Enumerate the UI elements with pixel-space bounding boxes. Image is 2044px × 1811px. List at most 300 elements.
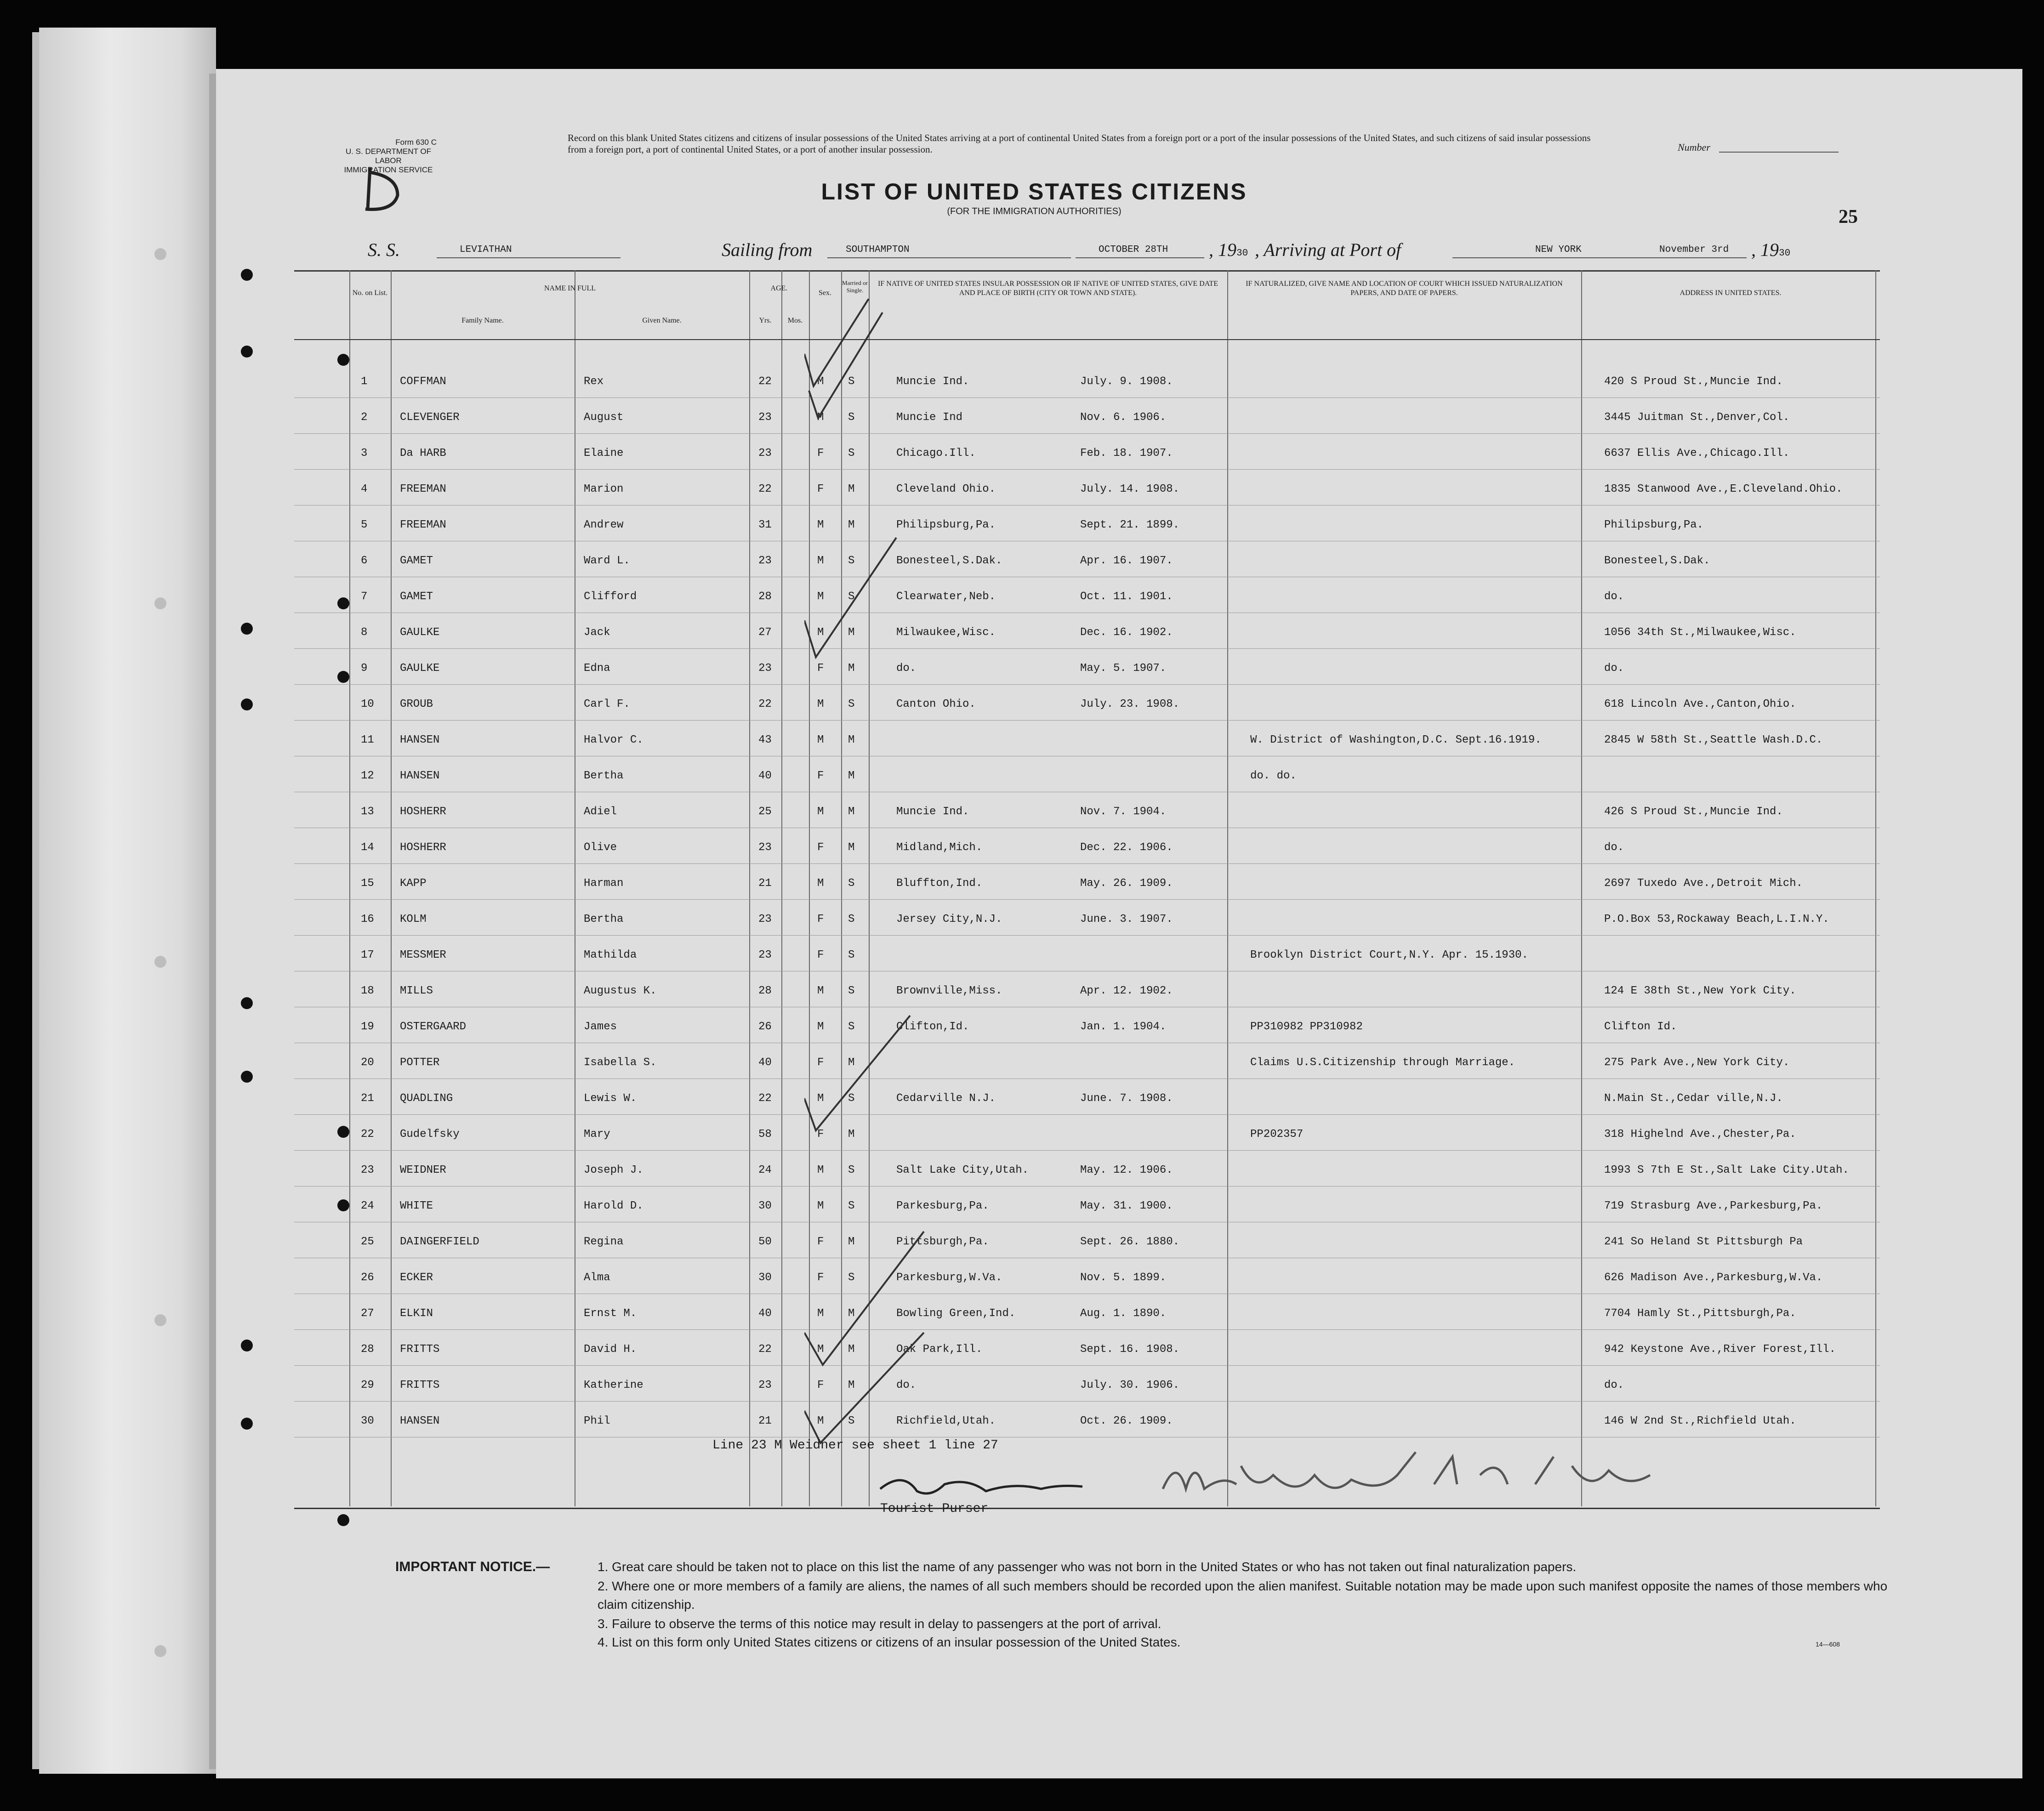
- notice-item: 3. Failure to observe the terms of this notice may result in delay to passengers at the port of arrival.: [598, 1617, 1161, 1631]
- given-name: Joseph J.: [584, 1164, 643, 1176]
- header-name-in-full: NAME IN FULL: [544, 284, 596, 292]
- table-row: [294, 477, 1880, 512]
- table-row: [294, 763, 1880, 799]
- purser-title: Tourist Purser: [880, 1502, 989, 1516]
- marital-status: M: [848, 662, 855, 675]
- given-name: Halvor C.: [584, 734, 643, 746]
- birth-date: July. 9. 1908.: [1080, 375, 1173, 388]
- age-years: 28: [758, 985, 772, 997]
- sex: M: [817, 806, 824, 818]
- family-name: HANSEN: [400, 734, 440, 746]
- birth-place: Canton Ohio.: [896, 698, 976, 710]
- given-name: Adiel: [584, 806, 617, 818]
- birth-date: Apr. 12. 1902.: [1080, 985, 1173, 997]
- row-number: 5: [361, 519, 368, 531]
- age-years: 23: [758, 949, 772, 961]
- sex: F: [817, 913, 824, 925]
- year-prefix: , 19: [1209, 239, 1236, 260]
- address: 1993 S 7th E St.,Salt Lake City.Utah.: [1604, 1164, 1849, 1176]
- punch-hole: [241, 269, 253, 281]
- punch-hole: [241, 1418, 253, 1430]
- birth-place: Chicago.Ill.: [896, 447, 976, 460]
- birth-place: Milwaukee,Wisc.: [896, 626, 996, 639]
- age-years: 21: [758, 877, 772, 890]
- number-field: [1719, 152, 1839, 153]
- marital-status: M: [848, 734, 855, 746]
- address: do.: [1604, 590, 1624, 603]
- birth-date: July. 30. 1906.: [1080, 1379, 1180, 1391]
- sex: M: [817, 519, 824, 531]
- address: 719 Strasburg Ave.,Parkesburg,Pa.: [1604, 1200, 1823, 1212]
- birth-place: Parkesburg,W.Va.: [896, 1272, 1002, 1284]
- family-name: DAINGERFIELD: [400, 1236, 479, 1248]
- family-name: GROUB: [400, 698, 433, 710]
- marital-status: S: [848, 1272, 855, 1284]
- table-row: [294, 799, 1880, 835]
- marital-status: S: [848, 985, 855, 997]
- birth-date: June. 3. 1907.: [1080, 913, 1173, 925]
- row-number: 17: [361, 949, 374, 961]
- row-number: 3: [361, 447, 368, 460]
- given-name: Ward L.: [584, 555, 630, 567]
- age-years: 30: [758, 1272, 772, 1284]
- address: Clifton Id.: [1604, 1021, 1677, 1033]
- given-name: Harman: [584, 877, 624, 890]
- marital-status: M: [848, 770, 855, 782]
- date-underline: [1076, 257, 1204, 258]
- marital-status: M: [848, 806, 855, 818]
- address: N.Main St.,Cedar ville,N.J.: [1604, 1092, 1783, 1105]
- table-row: [294, 1337, 1880, 1373]
- age-years: 23: [758, 447, 772, 460]
- ship-underline: [437, 257, 621, 258]
- row-number: 29: [361, 1379, 374, 1391]
- marital-status: M: [848, 1128, 855, 1141]
- family-name: HANSEN: [400, 770, 440, 782]
- header-yrs: Yrs.: [759, 317, 772, 324]
- given-name: Carl F.: [584, 698, 630, 710]
- naturalization: do. do.: [1250, 770, 1297, 782]
- birth-date: Dec. 22. 1906.: [1080, 841, 1173, 854]
- birth-date: Nov. 6. 1906.: [1080, 411, 1167, 424]
- address: 318 Highelnd Ave.,Chester,Pa.: [1604, 1128, 1796, 1141]
- row-number: 28: [361, 1343, 374, 1356]
- marital-status: M: [848, 626, 855, 639]
- given-name: Katherine: [584, 1379, 643, 1391]
- punch-hole: [241, 698, 253, 710]
- birth-place: Philipsburg,Pa.: [896, 519, 996, 531]
- marital-status: M: [848, 1056, 855, 1069]
- table-row: [294, 1050, 1880, 1086]
- year-suffix: 30: [1236, 248, 1248, 259]
- birth-place: Muncie Ind: [896, 411, 963, 424]
- given-name: Phil: [584, 1415, 610, 1427]
- punch-hole: [241, 997, 253, 1009]
- family-name: HOSHERR: [400, 841, 446, 854]
- age-years: 23: [758, 841, 772, 854]
- table-row: [294, 727, 1880, 763]
- marital-status: M: [848, 483, 855, 495]
- marital-status: S: [848, 913, 855, 925]
- row-number: 23: [361, 1164, 374, 1176]
- birth-date: May. 31. 1900.: [1080, 1200, 1173, 1212]
- family-name: MESSMER: [400, 949, 446, 961]
- marital-status: S: [848, 555, 855, 567]
- row-rule: [294, 899, 1880, 900]
- age-years: 23: [758, 662, 772, 675]
- birth-date: Jan. 1. 1904.: [1080, 1021, 1167, 1033]
- age-years: 31: [758, 519, 772, 531]
- header-family-name: Family Name.: [461, 317, 504, 324]
- page-subtitle: (FOR THE IMMIGRATION AUTHORITIES): [947, 206, 1122, 216]
- row-number: 24: [361, 1200, 374, 1212]
- address: 1056 34th St.,Milwaukee,Wisc.: [1604, 626, 1796, 639]
- sex: F: [817, 1128, 824, 1141]
- age-years: 23: [758, 1379, 772, 1391]
- family-name: WEIDNER: [400, 1164, 446, 1176]
- family-name: KOLM: [400, 913, 427, 925]
- sex: F: [817, 841, 824, 854]
- row-rule: [294, 1150, 1880, 1151]
- address: 146 W 2nd St.,Richfield Utah.: [1604, 1415, 1796, 1427]
- sex: M: [817, 1307, 824, 1320]
- table-row: [294, 441, 1880, 477]
- line-note: Line 23 M Weidner see sheet 1 line 27: [712, 1438, 998, 1453]
- table-row: [294, 978, 1880, 1014]
- given-name: Isabella S.: [584, 1056, 657, 1069]
- binder-hole: [154, 597, 166, 609]
- age-years: 26: [758, 1021, 772, 1033]
- sex: F: [817, 662, 824, 675]
- address: 3445 Juitman St.,Denver,Col.: [1604, 411, 1790, 424]
- row-number: 20: [361, 1056, 374, 1069]
- family-name: POTTER: [400, 1056, 440, 1069]
- given-name: Bertha: [584, 913, 624, 925]
- table-row: [294, 871, 1880, 907]
- address: 618 Lincoln Ave.,Canton,Ohio.: [1604, 698, 1796, 710]
- header-birth-place: IF NATIVE OF UNITED STATES INSULAR POSSESSION OR IF NATIVE OF UNITED STATES, GIVE DATE AND PLACE OF BIRTH (CITY OR TOWN AND STATE).: [877, 280, 1218, 297]
- arrival-underline: [1452, 257, 1747, 258]
- header-given-name: Given Name.: [642, 317, 682, 324]
- sex: F: [817, 1272, 824, 1284]
- given-name: Harold D.: [584, 1200, 643, 1212]
- table-row: [294, 656, 1880, 692]
- age-years: 30: [758, 1200, 772, 1212]
- sex: M: [817, 411, 824, 424]
- number-label: Number: [1678, 142, 1710, 153]
- table-row: [294, 1086, 1880, 1122]
- age-years: 22: [758, 375, 772, 388]
- marital-status: M: [848, 519, 855, 531]
- row-rule: [294, 1329, 1880, 1330]
- table-row: [294, 1193, 1880, 1229]
- row-rule: [294, 397, 1880, 398]
- birth-place: Pittsburgh,Pa.: [896, 1236, 989, 1248]
- address: 2845 W 58th St.,Seattle Wash.D.C.: [1604, 734, 1823, 746]
- age-years: 23: [758, 555, 772, 567]
- birth-date: Oct. 26. 1909.: [1080, 1415, 1173, 1427]
- marital-status: S: [848, 375, 855, 388]
- naturalization: W. District of Washington,D.C. Sept.16.1919.: [1250, 734, 1542, 746]
- table-row: [294, 512, 1880, 548]
- family-name: MILLS: [400, 985, 433, 997]
- table-row: [294, 835, 1880, 871]
- given-name: Alma: [584, 1272, 610, 1284]
- row-number: 26: [361, 1272, 374, 1284]
- age-years: 24: [758, 1164, 772, 1176]
- notice-lead: IMPORTANT NOTICE.—: [395, 1559, 550, 1574]
- table-row: [294, 1229, 1880, 1265]
- marital-status: S: [848, 949, 855, 961]
- row-number: 25: [361, 1236, 374, 1248]
- given-name: Edna: [584, 662, 610, 675]
- row-number: 10: [361, 698, 374, 710]
- table-row: [294, 692, 1880, 727]
- address: Philipsburg,Pa.: [1604, 519, 1704, 531]
- marital-status: S: [848, 411, 855, 424]
- sex: M: [817, 698, 824, 710]
- row-number: 6: [361, 555, 368, 567]
- birth-date: Apr. 16. 1907.: [1080, 555, 1173, 567]
- header-age: AGE.: [770, 284, 788, 292]
- binder-hole: [154, 1314, 166, 1326]
- given-name: Clifford: [584, 590, 637, 603]
- birth-place: Salt Lake City,Utah.: [896, 1164, 1029, 1176]
- age-years: 40: [758, 770, 772, 782]
- birth-place: Muncie Ind.: [896, 375, 969, 388]
- arrival-port: NEW YORK: [1535, 244, 1582, 255]
- address: 7704 Hamly St.,Pittsburgh,Pa.: [1604, 1307, 1796, 1320]
- address: 241 So Heland St Pittsburgh Pa: [1604, 1236, 1803, 1248]
- check-marks: [804, 299, 942, 1470]
- birth-date: Nov. 5. 1899.: [1080, 1272, 1167, 1284]
- table-row: [294, 369, 1880, 405]
- age-years: 43: [758, 734, 772, 746]
- address: 942 Keystone Ave.,River Forest,Ill.: [1604, 1343, 1836, 1356]
- sailing-label: Sailing from: [722, 239, 813, 260]
- from-underline: [827, 257, 1071, 258]
- table-row: [294, 907, 1880, 942]
- marital-status: S: [848, 1164, 855, 1176]
- row-number: 22: [361, 1128, 374, 1141]
- table-row: [294, 1158, 1880, 1193]
- given-name: Lewis W.: [584, 1092, 637, 1105]
- table-row: [294, 1301, 1880, 1337]
- birth-place: Clearwater,Neb.: [896, 590, 996, 603]
- row-rule: [294, 1365, 1880, 1366]
- sex: F: [817, 770, 824, 782]
- birth-date: Sept. 16. 1908.: [1080, 1343, 1180, 1356]
- birth-date: Feb. 18. 1907.: [1080, 447, 1173, 460]
- form-code: 14—608: [1816, 1641, 1840, 1648]
- service-name: IMMIGRATION SERVICE: [344, 165, 433, 174]
- birth-place: do.: [896, 662, 917, 675]
- address: 1835 Stanwood Ave.,E.Cleveland.Ohio.: [1604, 483, 1843, 495]
- header-married-single: Married or Single.: [842, 279, 868, 294]
- address: Bonesteel,S.Dak.: [1604, 555, 1710, 567]
- table-row: [294, 1122, 1880, 1158]
- sex: M: [817, 985, 824, 997]
- marital-status: S: [848, 1021, 855, 1033]
- binder-hole: [154, 1645, 166, 1657]
- table-row: [294, 942, 1880, 978]
- family-name: ELKIN: [400, 1307, 433, 1320]
- address: P.O.Box 53,Rockaway Beach,L.I.N.Y.: [1604, 913, 1829, 925]
- address: 426 S Proud St.,Muncie Ind.: [1604, 806, 1783, 818]
- page-number: 25: [1839, 206, 1858, 227]
- row-number: 2: [361, 411, 368, 424]
- birth-place: Parkesburg,Pa.: [896, 1200, 989, 1212]
- form-number: Form 630 C: [395, 138, 437, 147]
- address: 626 Madison Ave.,Parkesburg,W.Va.: [1604, 1272, 1823, 1284]
- birth-place: Cedarville N.J.: [896, 1092, 996, 1105]
- table-row: [294, 405, 1880, 441]
- naturalization: PP310982 PP310982: [1250, 1021, 1363, 1033]
- given-name: August: [584, 411, 624, 424]
- birth-place: Muncie Ind.: [896, 806, 969, 818]
- sex: M: [817, 1200, 824, 1212]
- row-number: 8: [361, 626, 368, 639]
- row-rule: [294, 469, 1880, 470]
- given-name: Mary: [584, 1128, 610, 1141]
- sex: F: [817, 949, 824, 961]
- punch-hole: [241, 623, 253, 635]
- binder-hole: [154, 956, 166, 968]
- arrival-year-prefix: , 19: [1751, 239, 1779, 260]
- row-number: 1: [361, 375, 368, 388]
- address: do.: [1604, 662, 1624, 675]
- family-name: Gudelfsky: [400, 1128, 460, 1141]
- family-name: FRITTS: [400, 1343, 440, 1356]
- birth-date: July. 14. 1908.: [1080, 483, 1180, 495]
- age-years: 58: [758, 1128, 772, 1141]
- punch-hole: [241, 346, 253, 358]
- birth-date: June. 7. 1908.: [1080, 1092, 1173, 1105]
- age-years: 21: [758, 1415, 772, 1427]
- address: do.: [1604, 841, 1624, 854]
- age-years: 22: [758, 483, 772, 495]
- row-number: 9: [361, 662, 368, 675]
- sex: F: [817, 483, 824, 495]
- given-name: Andrew: [584, 519, 624, 531]
- marital-status: S: [848, 590, 855, 603]
- table-row: [294, 584, 1880, 620]
- from-port: SOUTHAMPTON: [846, 244, 910, 255]
- age-years: 23: [758, 913, 772, 925]
- age-years: 25: [758, 806, 772, 818]
- sex: M: [817, 1343, 824, 1356]
- address: 2697 Tuxedo Ave.,Detroit Mich.: [1604, 877, 1803, 890]
- department-name: U. S. DEPARTMENT OF LABOR: [345, 147, 432, 165]
- notice-item: 4. List on this form only United States citizens or citizens of an insular possession of the United States.: [598, 1635, 1181, 1649]
- birth-date: July. 23. 1908.: [1080, 698, 1180, 710]
- row-rule: [294, 863, 1880, 864]
- birth-place: Oak Park,Ill.: [896, 1343, 983, 1356]
- age-years: 22: [758, 1092, 772, 1105]
- marital-status: M: [848, 1236, 855, 1248]
- marital-status: M: [848, 841, 855, 854]
- ss-label: S. S.: [368, 239, 400, 260]
- birth-date: Nov. 7. 1904.: [1080, 806, 1167, 818]
- age-years: 22: [758, 1343, 772, 1356]
- form-issuer: [336, 138, 441, 175]
- row-rule: [294, 720, 1880, 721]
- birth-date: May. 5. 1907.: [1080, 662, 1167, 675]
- table-row: [294, 1014, 1880, 1050]
- form-instructions: Record on this blank United States citizens and citizens of insular possessions of the United States arriving at a port of continental United States from a foreign port or a port of the insular possessions of the United States, and such citizens of said insular possessions from a foreign port, a port of continental United States, or a port of another insular possession.: [568, 132, 1591, 155]
- row-number: 14: [361, 841, 374, 854]
- age-years: 40: [758, 1307, 772, 1320]
- row-number: 18: [361, 985, 374, 997]
- family-name: GAULKE: [400, 626, 440, 639]
- header-rule: [294, 339, 1880, 340]
- row-number: 16: [361, 913, 374, 925]
- table-row: [294, 1373, 1880, 1408]
- birth-place: Brownville,Miss.: [896, 985, 1002, 997]
- row-rule: [294, 684, 1880, 685]
- age-years: 23: [758, 411, 772, 424]
- marital-status: S: [848, 1200, 855, 1212]
- row-number: 27: [361, 1307, 374, 1320]
- family-name: CLEVENGER: [400, 411, 460, 424]
- binder-page-stack: [39, 28, 216, 1774]
- marital-status: S: [848, 447, 855, 460]
- birth-place: Bowling Green,Ind.: [896, 1307, 1016, 1320]
- given-name: Olive: [584, 841, 617, 854]
- row-number: 21: [361, 1092, 374, 1105]
- row-rule: [294, 1114, 1880, 1115]
- age-years: 28: [758, 590, 772, 603]
- given-name: David H.: [584, 1343, 637, 1356]
- sex: M: [817, 375, 824, 388]
- age-years: 40: [758, 1056, 772, 1069]
- sex: M: [817, 1415, 824, 1427]
- birth-place: Bluffton,Ind.: [896, 877, 983, 890]
- row-rule: [294, 1186, 1880, 1187]
- naturalization: Brooklyn District Court,N.Y. Apr. 15.1930.: [1250, 949, 1528, 961]
- passenger-table: [294, 270, 1880, 1511]
- address: 420 S Proud St.,Muncie Ind.: [1604, 375, 1783, 388]
- address: do.: [1604, 1379, 1624, 1391]
- address: 275 Park Ave.,New York City.: [1604, 1056, 1790, 1069]
- table-row: [294, 1408, 1880, 1444]
- birth-place: Jersey City,N.J.: [896, 913, 1002, 925]
- birth-place: Clifton,Id.: [896, 1021, 969, 1033]
- birth-date: Sept. 21. 1899.: [1080, 519, 1180, 531]
- header-address: ADDRESS IN UNITED STATES.: [1680, 289, 1782, 297]
- ship-name: LEVIATHAN: [460, 244, 512, 255]
- arrival-date: November 3rd: [1659, 244, 1729, 255]
- sex: M: [817, 877, 824, 890]
- marital-status: M: [848, 1379, 855, 1391]
- row-number: 19: [361, 1021, 374, 1033]
- row-number: 13: [361, 806, 374, 818]
- inspector-handwriting: [1158, 1448, 1659, 1512]
- given-name: Mathilda: [584, 949, 637, 961]
- punch-hole: [241, 1340, 253, 1351]
- sex: M: [817, 590, 824, 603]
- family-name: FREEMAN: [400, 483, 446, 495]
- birth-place: Bonesteel,S.Dak.: [896, 555, 1002, 567]
- given-name: Regina: [584, 1236, 624, 1248]
- family-name: HANSEN: [400, 1415, 440, 1427]
- birth-place: do.: [896, 1379, 917, 1391]
- row-rule: [294, 648, 1880, 649]
- given-name: Augustus K.: [584, 985, 657, 997]
- marital-status: M: [848, 1343, 855, 1356]
- marital-status: S: [848, 877, 855, 890]
- page-title: LIST OF UNITED STATES CITIZENS: [821, 179, 1247, 204]
